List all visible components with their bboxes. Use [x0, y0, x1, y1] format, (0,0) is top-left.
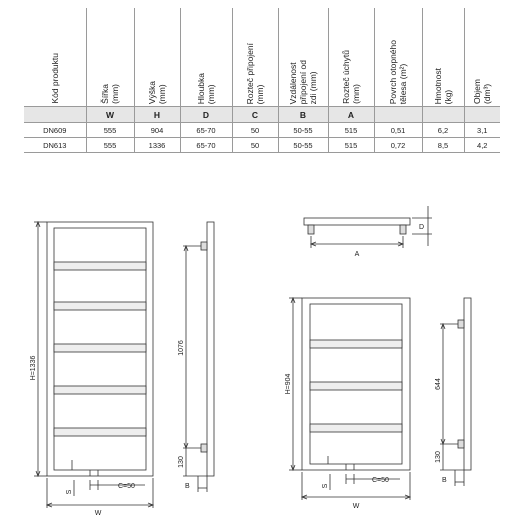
header-label: Šířka (mm) [100, 84, 120, 104]
large-w-label: W [94, 510, 102, 517]
symbol-cell: B [278, 107, 328, 123]
symbol-cell: D [180, 107, 232, 123]
small-height-label: H=904 [285, 373, 292, 395]
large-side-b-label: B [185, 483, 190, 490]
small-radiator-side [440, 298, 471, 486]
table-cell: 6,2 [422, 123, 464, 138]
table-cell: 1336 [134, 138, 180, 153]
large-height-dimension [34, 222, 47, 476]
large-radiator-front [47, 222, 153, 476]
small-w-label: W [352, 503, 360, 510]
small-side-bottom-label: 130 [435, 451, 442, 463]
small-side-height-label: 644 [435, 378, 442, 390]
table-cell: 65-70 [180, 138, 232, 153]
table-cell: 4,2 [464, 138, 500, 153]
table-cell: 50-55 [278, 138, 328, 153]
top-a-label: A [354, 251, 360, 258]
large-side-bottom-label: 130 [178, 456, 185, 468]
table-cell: 3,1 [464, 123, 500, 138]
symbol-cell: C [232, 107, 278, 123]
symbol-cell: A [328, 107, 374, 123]
header-label: Objem (dm³) [472, 78, 493, 104]
table-cell: 8,5 [422, 138, 464, 153]
table-cell: 0,51 [374, 123, 422, 138]
small-c-label: C=50 [372, 477, 389, 484]
large-c-label: C=50 [118, 483, 135, 490]
header-label: Rozteč připojení (mm) [245, 42, 265, 104]
symbol-cell: W [86, 107, 134, 123]
small-side-b-label: B [442, 477, 447, 484]
table-cell: 904 [134, 123, 180, 138]
table-cell: DN609 [24, 123, 86, 138]
small-bottom-dimensions [302, 472, 410, 500]
symbol-cell: H [134, 107, 180, 123]
large-side-height-label: 1076 [178, 340, 185, 356]
header-label: Vzdálenost připojení od zdi (mm) [288, 59, 318, 104]
header-label: Rozteč úchytů (mm) [341, 50, 361, 104]
header-label: Výška (mm) [147, 80, 167, 104]
table-cell: 515 [328, 138, 374, 153]
header-label: Hloubka (mm) [196, 72, 216, 104]
large-height-label: H=1336 [30, 355, 37, 381]
large-s-label: S [66, 489, 73, 495]
table-cell: DN613 [24, 138, 86, 153]
large-radiator-side [183, 222, 214, 492]
top-view [304, 206, 432, 248]
small-radiator-front [302, 298, 410, 470]
header-label: Kód produktu [49, 53, 60, 104]
small-s-label: S [322, 483, 329, 489]
large-bottom-dimensions [47, 478, 153, 508]
header-label: Povrch otopného tělesa (m²) [388, 39, 408, 104]
table-cell: 0,72 [374, 138, 422, 153]
table-cell: 50 [232, 138, 278, 153]
table-cell: 50 [232, 123, 278, 138]
top-d-label: D [419, 224, 425, 231]
table-cell: 50-55 [278, 123, 328, 138]
table-cell: 555 [86, 138, 134, 153]
table-cell: 515 [328, 123, 374, 138]
table-cell: 555 [86, 123, 134, 138]
header-label: Hmotnost (kg) [433, 67, 453, 104]
table-cell: 65-70 [180, 123, 232, 138]
